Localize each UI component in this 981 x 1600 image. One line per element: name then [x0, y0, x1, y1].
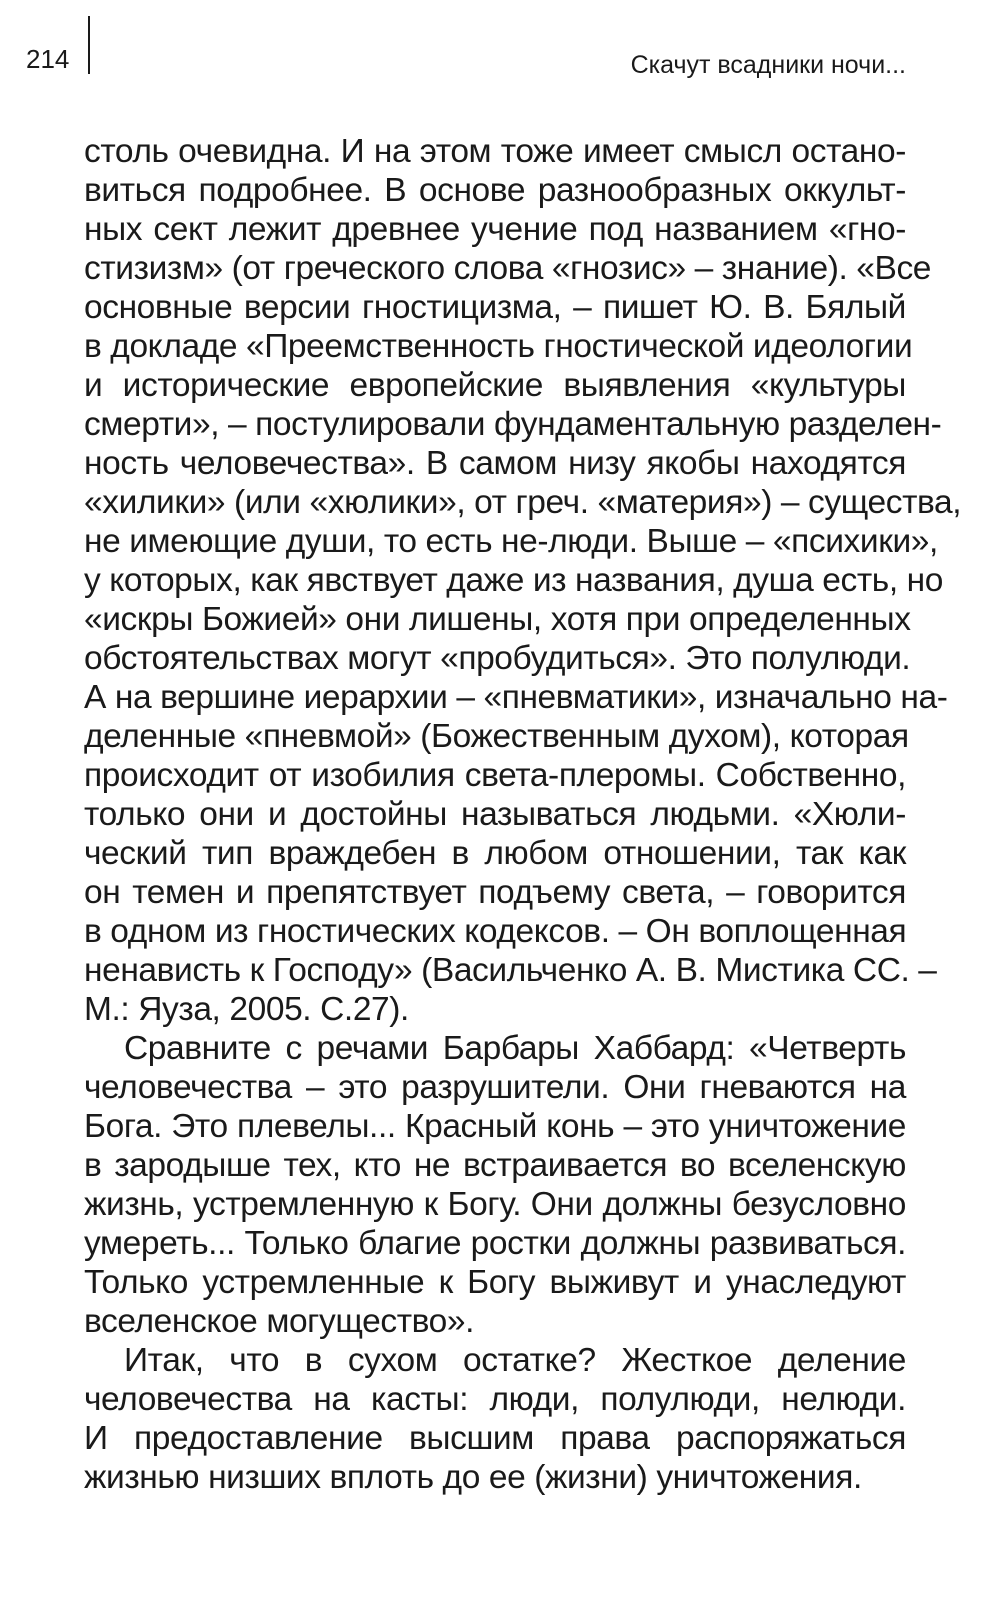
- page-number: 214: [26, 44, 70, 74]
- text-line: Только устремленные к Богу выживут и унаследуют: [84, 1264, 906, 1301]
- text-line: деленные «пневмой» (Божественным духом), которая: [84, 718, 909, 755]
- text-line: Итак, что в сухом остатке? Жесткое деление: [124, 1342, 906, 1379]
- text-line: Бога. Это плевелы... Красный конь – это уничтожение: [84, 1108, 906, 1145]
- text-line: обстоятельствах могут «пробудиться». Это полулюди.: [84, 640, 911, 677]
- text-line: основные версии гностицизма, – пишет Ю. В. Бялый: [84, 289, 906, 326]
- text-line: вселенское могущество».: [84, 1303, 475, 1340]
- text-line: жизнью низших вплоть до ее (жизни) уничтожения.: [84, 1459, 862, 1496]
- text-line: виться подробнее. В основе разнообразных оккульт-: [84, 172, 906, 209]
- text-line: не имеющие души, то есть не-люди. Выше – «психики»,: [84, 523, 938, 560]
- text-line: ческий тип враждебен в любом отношении, так как: [84, 835, 906, 872]
- text-line: жизнь, устремленную к Богу. Они должны безусловно: [84, 1186, 906, 1223]
- header-divider: [88, 16, 90, 74]
- text-line: столь очевидна. И на этом тоже имеет смысл остано-: [84, 133, 906, 170]
- text-line: стизизм» (от греческого слова «гнозис» – знание). «Все: [84, 250, 932, 287]
- text-line: человечества на касты: люди, полулюди, нелюди.: [84, 1381, 906, 1418]
- text-line: М.: Яуза, 2005. С.27).: [84, 991, 409, 1028]
- text-line: и исторические европейские выявления «культуры: [84, 367, 906, 404]
- text-line: А на вершине иерархии – «пневматики», изначально на-: [84, 679, 948, 716]
- text-line: в докладе «Преемственность гностической идеологии: [84, 328, 913, 365]
- paragraph: [84, 1341, 906, 1497]
- text-line: умереть... Только благие ростки должны развиваться.: [84, 1225, 906, 1262]
- text-line: человечества – это разрушители. Они гневаются на: [84, 1069, 906, 1106]
- text-line: И предоставление высшим права распоряжаться: [84, 1420, 906, 1457]
- text-line: Сравните с речами Барбары Хаббард: «Четверть: [124, 1030, 906, 1067]
- paragraph: [84, 1029, 906, 1341]
- text-line: он темен и препятствует подъему света, – говорится: [84, 874, 906, 911]
- text-line: «искры Божией» они лишены, хотя при определенных: [84, 601, 911, 638]
- text-line: происходит от изобилия света-плеромы. Собственно,: [84, 757, 906, 794]
- text-body: [84, 132, 962, 1497]
- text-line: ных сект лежит древнее учение под названием «гно-: [84, 211, 906, 248]
- running-title: Скачут всадники ночи...: [630, 51, 906, 79]
- text-line: в одном из гностических кодексов. – Он воплощенная: [84, 913, 907, 950]
- text-line: ненависть к Господу» (Васильченко А. В. Мистика СС. –: [84, 952, 937, 989]
- page-header: [0, 0, 981, 110]
- text-line: у которых, как явствует даже из названия, душа есть, но: [84, 562, 943, 599]
- paragraph: [84, 132, 962, 1029]
- text-line: в зародыше тех, кто не встраивается во вселенскую: [84, 1147, 906, 1184]
- text-line: смерти», – постулировали фундаментальную разделен-: [84, 406, 942, 443]
- text-line: ность человечества». В самом низу якобы находятся: [84, 445, 906, 482]
- text-line: «хилики» (или «хюлики», от греч. «материя») – существа,: [84, 484, 962, 521]
- text-line: только они и достойны называться людьми. «Хюли-: [84, 796, 906, 833]
